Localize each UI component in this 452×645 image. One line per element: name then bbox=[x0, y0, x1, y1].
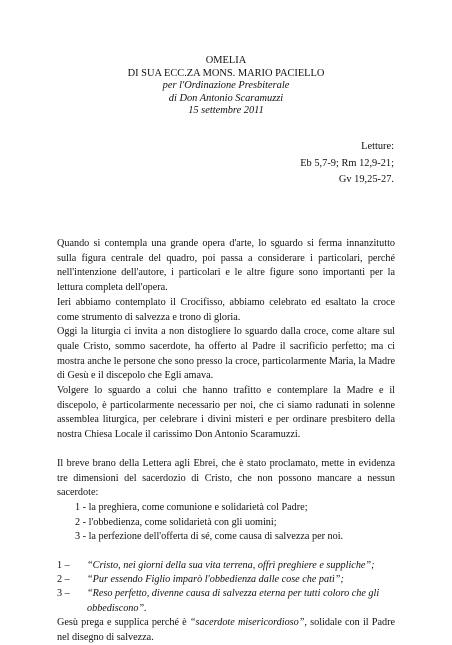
readings-line-2: Gv 19,25-27. bbox=[338, 174, 394, 186]
quotes-list bbox=[57, 559, 395, 616]
quote-number: 2 – bbox=[57, 574, 70, 586]
quote-text: “Pur essendo Figlio imparò l'obbedienza dalle cose che patì”; bbox=[87, 574, 344, 586]
quote-number: 1 – bbox=[57, 560, 70, 572]
header-occasion: per l'Ordinazione Presbiterale bbox=[162, 80, 290, 92]
header-title: OMELIA bbox=[205, 55, 247, 66]
header-author: DI SUA ECC.ZA MONS. MARIO PACIELLO bbox=[127, 67, 325, 79]
paragraph-6-end: , solidale con il Padre nel disegno di salvezza. bbox=[57, 616, 395, 643]
paragraph-5: Il breve brano della Lettera agli Ebrei, che è stato proclamato, mette in evidenza tre dimensioni del sacerdozio di Cristo, che non possono mancare a nessun sacerdote: bbox=[57, 457, 395, 499]
quote-item bbox=[57, 573, 395, 587]
quote-text: “Cristo, nei giorni della sua vita terrena, offrì preghiere e suppliche”; bbox=[87, 560, 375, 572]
quote-item bbox=[57, 559, 395, 573]
paragraph-3: Oggi la liturgia ci invita a non distogliere lo sguardo dalla croce, come altare sul quale Cristo, sommo sacerdote, ha offerto al Padre il sacrificio perfetto; ma ci mostra anche le persone che sono presso la croce, particolarmente Maria, la Madre di Gesù e il discepolo che Egli amava. bbox=[57, 326, 395, 382]
quote-number: 3 – bbox=[57, 588, 70, 600]
header-date: 15 settembre 2011 bbox=[188, 105, 264, 117]
paragraph-4: Volgere lo sguardo a colui che hanno trafitto e contemplare la Madre e il discepolo, è particolarmente necessario per noi, che ci siamo radunati in solenne assemblea liturgica, per celebrare i divini misteri e per ordinare presbitero della nostra Chiesa Locale il carissimo Don Antonio Scaramuzzi. bbox=[57, 385, 395, 441]
header-ordinand: di Don Antonio Scaramuzzi bbox=[168, 92, 284, 104]
list-item: 1 - la preghiera, come comunione e solidarietà col Padre; bbox=[75, 501, 308, 513]
paragraph-1: Quando si contempla una grande opera d'arte, lo sguardo si ferma innanzitutto sulla figura centrale del quadro, poi passa a considerare i particolari, perché nell'intenzione dell'autore, i particolari e le altre figure sono importanti per la lettura completa dell'opera. bbox=[57, 238, 395, 294]
dimensions-list bbox=[57, 501, 395, 545]
quote-text: “Reso perfetto, divenne causa di salvezza eterna per tutti coloro che gli obbediscono”. bbox=[87, 588, 380, 614]
paragraph-6 bbox=[57, 616, 395, 645]
readings-line-1: Eb 5,7-9; Rm 12,9-21; bbox=[300, 157, 394, 169]
list-item: 3 - la perfezione dell'offerta di sé, come causa di salvezza per noi. bbox=[75, 531, 344, 543]
quote-item bbox=[57, 587, 395, 615]
list-item: 2 - l'obbedienza, come solidarietà con gli uomini; bbox=[75, 516, 277, 528]
readings-block bbox=[300, 139, 394, 189]
readings-label: Letture: bbox=[361, 141, 394, 152]
paragraph-2: Ieri abbiamo contemplato il Crocifisso, abbiamo celebrato ed esaltato la croce come strumento di salvezza e trono di gloria. bbox=[57, 296, 395, 323]
paragraph-6-start: Gesù prega e supplica perché è bbox=[57, 616, 190, 628]
homily-body bbox=[57, 237, 395, 645]
paragraph-6-quote: “sacerdote misericordioso” bbox=[189, 616, 305, 628]
homily-header bbox=[0, 55, 452, 118]
